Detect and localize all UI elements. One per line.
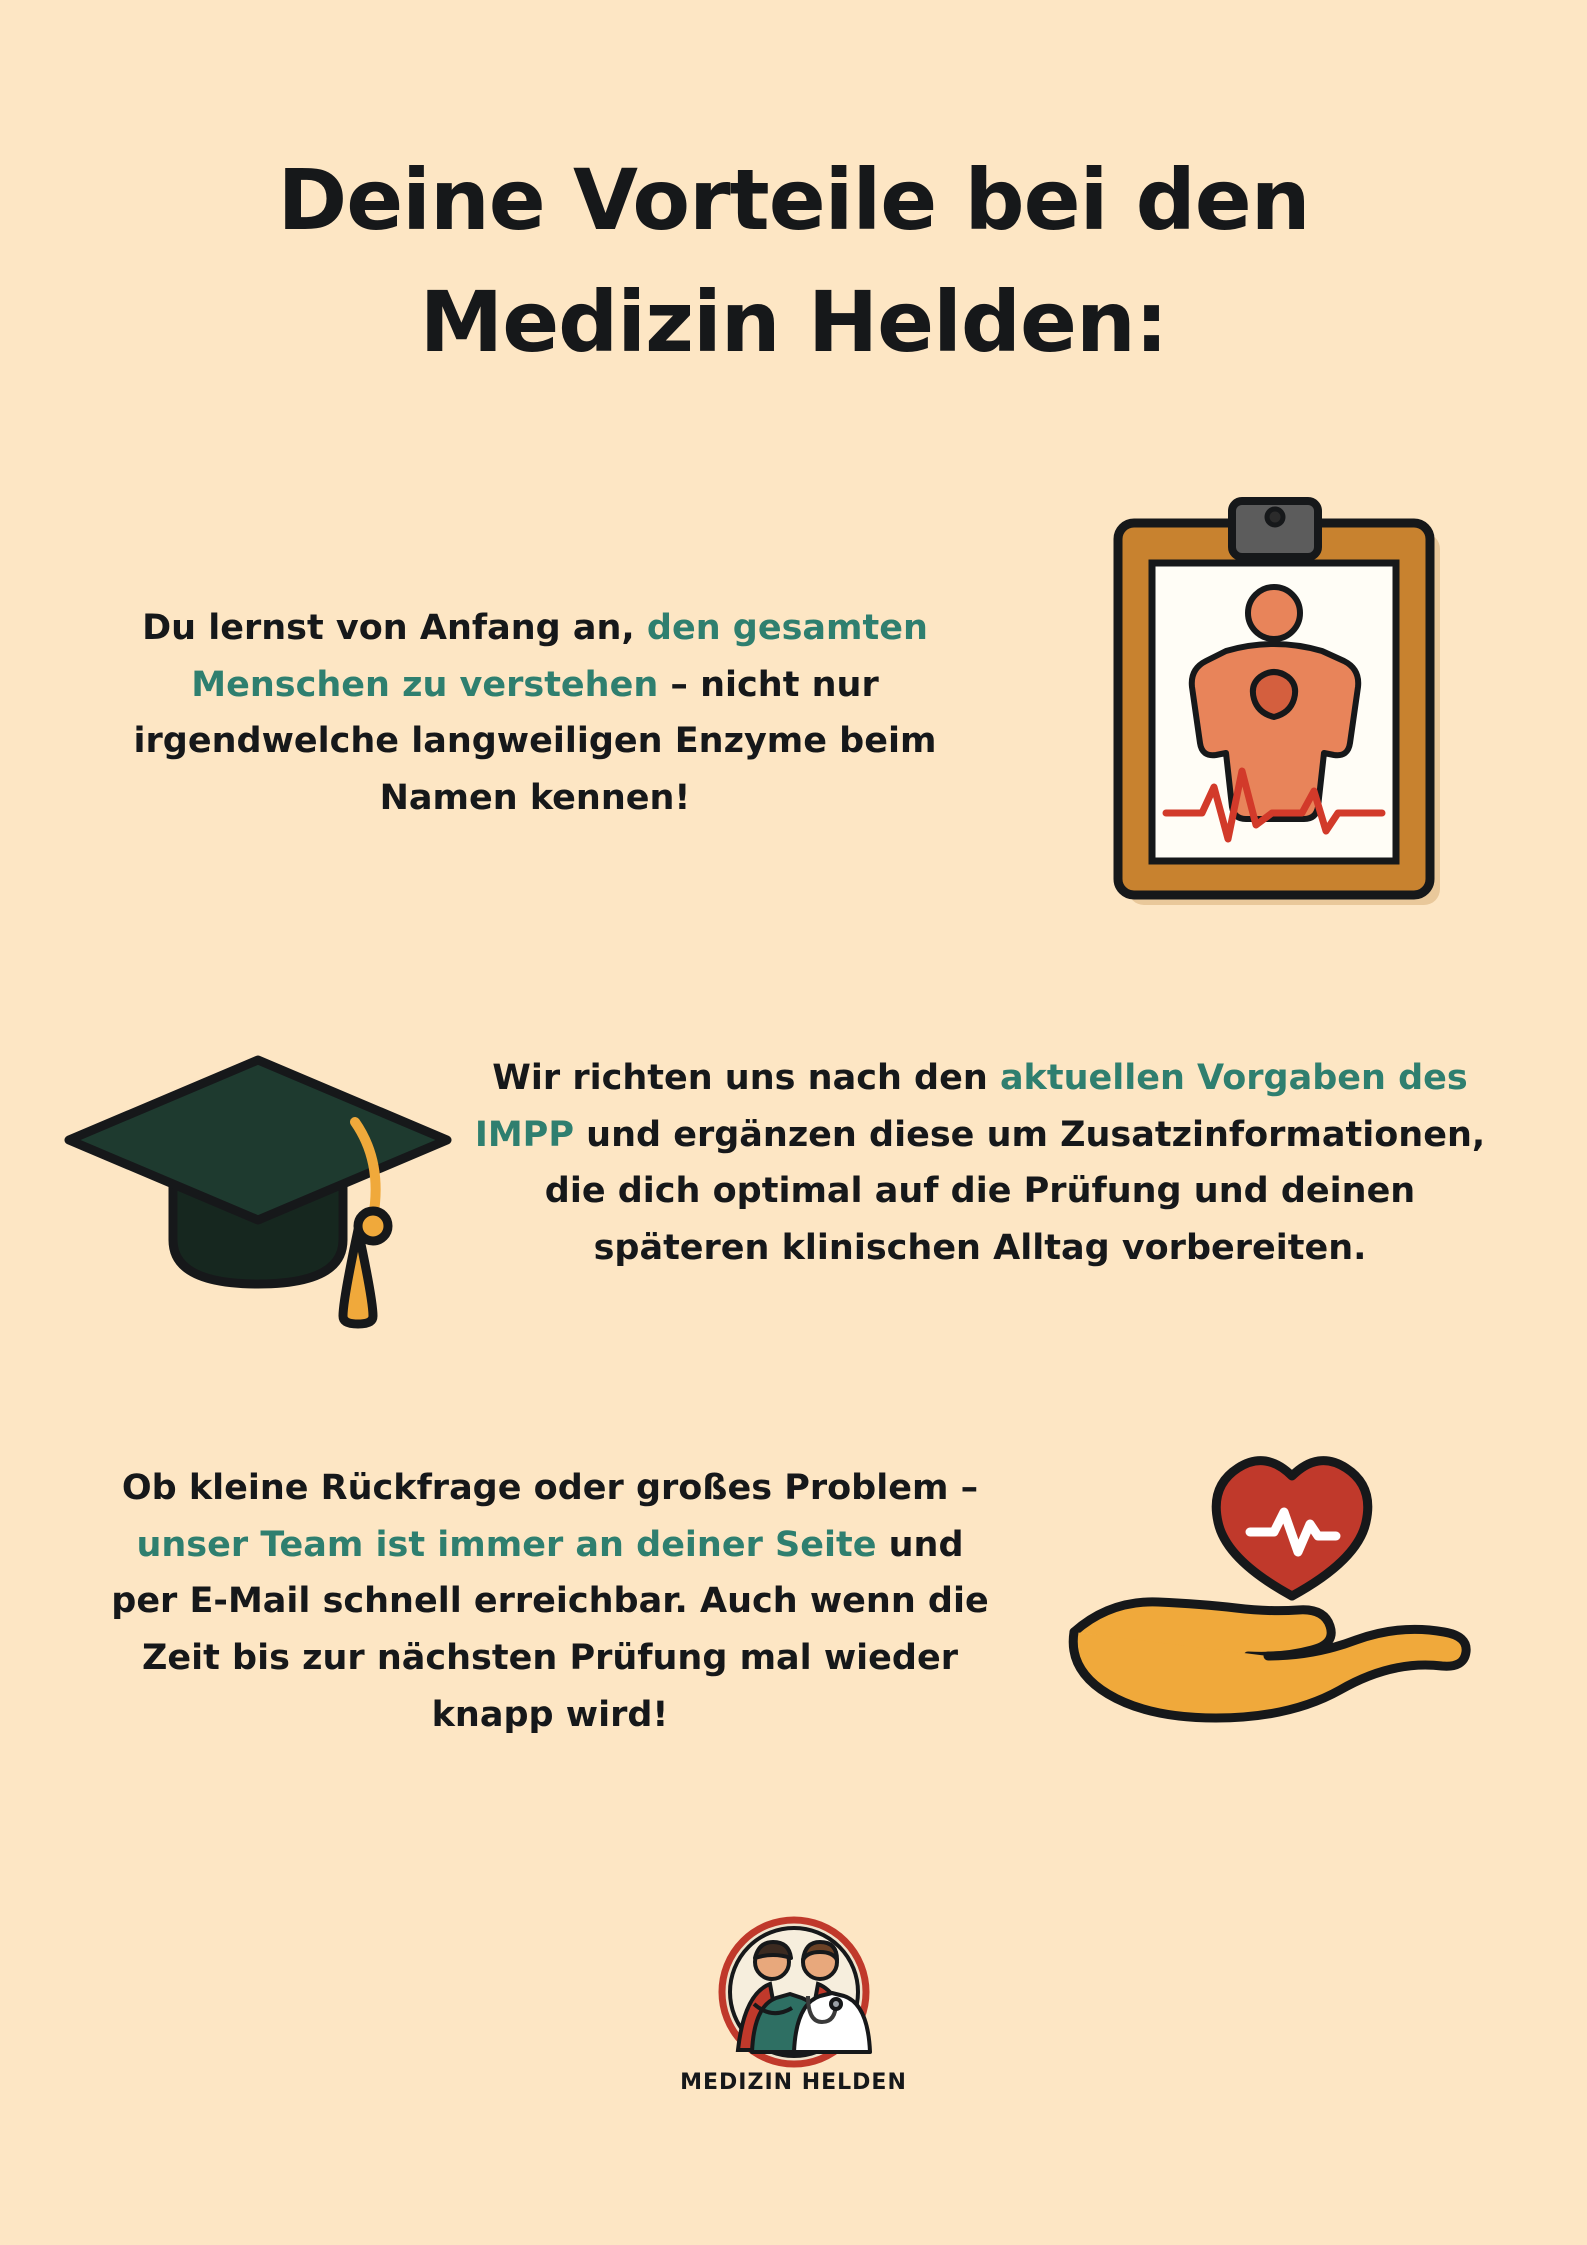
page-title-line-2: Medizin Helden: xyxy=(419,272,1168,371)
benefit-text-learning-part-0: Du lernst von Anfang an, xyxy=(142,608,647,648)
benefit-text-impp xyxy=(455,1050,1505,1277)
benefit-text-learning xyxy=(120,600,950,827)
page-title xyxy=(0,140,1587,384)
medizin-helden-logo-icon xyxy=(694,1900,894,2100)
benefit-text-impp-part-0: Wir richten uns nach den xyxy=(492,1058,1000,1098)
benefit-text-impp-part-1: aktuellen Vorgaben des IMPP xyxy=(474,1058,1468,1155)
hand-holding-heart-icon xyxy=(1060,1440,1480,1770)
benefit-text-support-part-2: und per E-Mail schnell erreichbar. Auch wenn die Zeit bis zur nächsten Prüfung mal wieder knapp wird! xyxy=(111,1524,989,1735)
benefit-text-support-part-1: unser Team ist immer an deiner Seite xyxy=(136,1524,877,1565)
brand-logo-caption: MEDIZIN HELDEN xyxy=(680,2070,907,2095)
benefit-text-support-part-0: Ob kleine Rückfrage oder großes Problem – xyxy=(121,1468,979,1508)
brand-logo xyxy=(679,1900,909,2095)
benefit-text-learning-part-2: – nicht nur irgendwelche langweiligen Enzyme beim Namen kennen! xyxy=(133,664,937,819)
graduation-cap-icon xyxy=(55,1030,475,1350)
page-title-line-1: Deine Vorteile bei den xyxy=(277,151,1310,249)
clipboard-anatomy-icon xyxy=(1110,495,1450,915)
benefit-text-support xyxy=(100,1460,1000,1743)
benefit-text-learning-part-1: den gesamten Menschen zu verstehen xyxy=(191,608,928,705)
benefit-text-impp-part-2: und ergänzen diese um Zusatzinformationen, die dich optimal auf die Prüfung und deinen späteren klinischen Alltag vorbereiten. xyxy=(544,1114,1486,1269)
